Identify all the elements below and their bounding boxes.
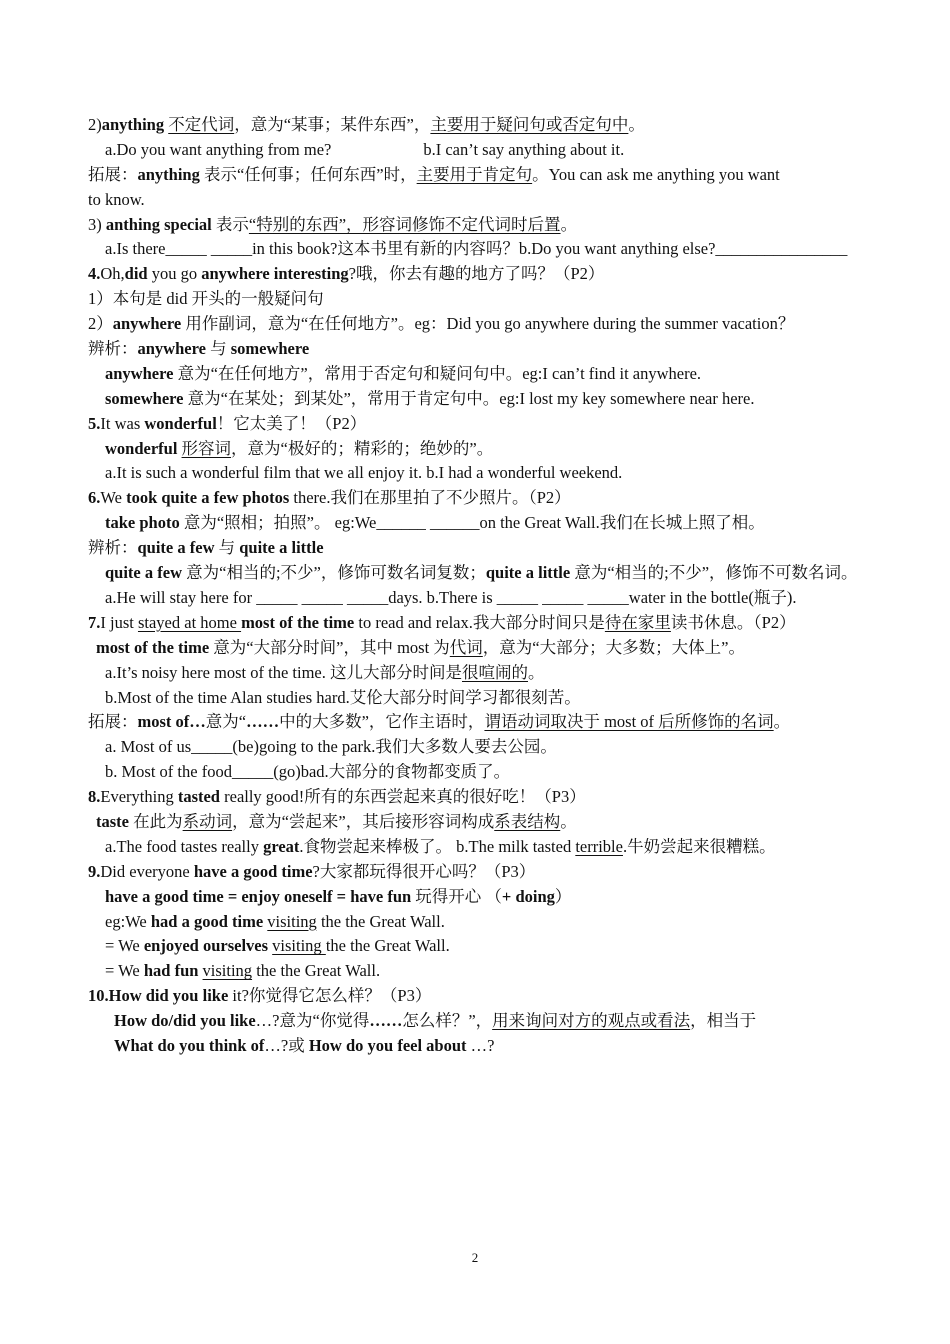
- text-span: I just: [100, 612, 138, 632]
- text-span: .食物尝起来棒极了。 b.The milk tasted: [299, 836, 576, 856]
- text-line: [88, 461, 876, 486]
- text-span: .牛奶尝起来很糟糕。: [622, 836, 776, 856]
- text-span: ！它太美了！（P2）: [216, 413, 367, 433]
- bold-text: most of the time: [96, 637, 210, 657]
- text-span: 中的大多数”，它作主语时，: [279, 712, 485, 732]
- text-span: a.It’s noisy here most of the time. 这儿大部分时间是: [105, 662, 462, 682]
- text-span: 玩得开心 （: [411, 886, 502, 906]
- text-line: [88, 287, 876, 312]
- text-span: really good!所有的东西尝起来真的很好吃！（P3）: [220, 787, 586, 807]
- text-span: 1）本句是 did 开头的一般疑问句: [88, 289, 324, 309]
- underlined-text: 系动词: [182, 812, 233, 832]
- text-span: b.I can’t say anything about it.: [423, 139, 625, 159]
- text-span: 。You can ask me anything you want: [532, 164, 780, 184]
- text-span: ，意为“大部分；大多数；大体上”。: [482, 637, 745, 657]
- text-line: [88, 163, 876, 188]
- text-span: …?意为“你觉得: [255, 1011, 370, 1031]
- text-line: [88, 686, 876, 711]
- underlined-text: 主要用于肯定句: [416, 164, 533, 184]
- text-span: a. Most of us_____(be)going to the park.我们大多数人要去公园。: [105, 737, 557, 757]
- text-line: [88, 760, 876, 785]
- text-span: b. Most of the food_____(go)bad.大部分的食物都变质了。: [105, 762, 511, 782]
- text-span: 。: [560, 214, 578, 234]
- text-line: [88, 387, 876, 412]
- underlined-text: 谓语动词取决于 most of 后所修饰的名词: [484, 712, 774, 732]
- text-span: ）: [554, 886, 572, 906]
- bold-text: tasted: [177, 787, 220, 807]
- underlined-text: 用来询问对方的观点或看法: [492, 1011, 691, 1031]
- text-span: 。: [528, 662, 545, 682]
- text-span: a.The food tastes really: [105, 836, 264, 856]
- text-span: Did everyone: [100, 861, 194, 881]
- bold-text: had a good time: [150, 911, 264, 931]
- text-line: [88, 735, 876, 760]
- text-span: 3): [88, 214, 106, 234]
- text-span: 怎么样？”，: [402, 1011, 493, 1031]
- bold-text: quite a little: [485, 563, 571, 583]
- text-line: [88, 785, 876, 810]
- text-span: b.Most of the time Alan studies hard.艾伦大部分时间学习都很刻苦。: [105, 687, 581, 707]
- text-span: 辨析：: [88, 339, 138, 359]
- text-line: [88, 536, 876, 561]
- text-span: 。: [628, 115, 645, 134]
- text-span: 表示“任何事；任何东西”时，: [199, 164, 417, 184]
- bold-text: had fun: [143, 961, 199, 981]
- text-span: It was: [100, 413, 145, 433]
- text-line: [88, 437, 876, 462]
- text-line: [88, 810, 876, 835]
- text-line: [88, 113, 876, 138]
- text-line: [88, 1034, 876, 1059]
- text-span: ，意为“极好的；精彩的；绝妙的”。: [231, 438, 494, 458]
- text-span: ?大家都玩得很开心吗？（P3）: [312, 861, 536, 881]
- underlined-text: visiting: [272, 936, 326, 956]
- bold-text: quite a few: [105, 563, 182, 583]
- text-line: [88, 586, 876, 611]
- text-span: there.我们在那里拍了不少照片。（P2）: [289, 488, 571, 508]
- text-span: a.It is such a wonderful film that we all enjoy it. b.I had a wonderful weekend.: [105, 463, 623, 483]
- bold-text: How do you feel about: [308, 1036, 467, 1056]
- underlined-text: 待在家里: [604, 612, 671, 632]
- text-span: 与: [214, 538, 240, 558]
- bold-text: somewhere: [230, 339, 310, 359]
- bold-text: take photo: [105, 513, 180, 533]
- text-span: 2）: [88, 314, 113, 334]
- bold-text: 6.: [88, 488, 101, 508]
- underlined-text: 主要用于疑问句或否定句中: [430, 115, 629, 134]
- text-span: 在此为: [128, 812, 183, 832]
- bold-text: wonderful: [144, 413, 217, 433]
- document-body: [88, 113, 876, 1059]
- page-number: 2: [471, 1250, 479, 1265]
- bold-text: 4.: [88, 264, 101, 284]
- text-line: [88, 1009, 876, 1034]
- underlined-text: 代词: [449, 637, 483, 657]
- text-line: [88, 611, 876, 636]
- text-span: Everything: [100, 787, 178, 807]
- text-span: 辨析：: [88, 538, 138, 558]
- text-span: the the Great Wall.: [325, 936, 450, 956]
- bold-text: anthing special: [105, 214, 212, 234]
- bold-text: most of the time: [241, 612, 355, 632]
- text-line: [88, 412, 876, 437]
- bold-text: did: [124, 264, 148, 284]
- underlined-text: terrible: [575, 836, 623, 856]
- text-span: 。: [773, 712, 791, 732]
- underlined-text: 很喧闹的: [462, 662, 528, 682]
- bold-text: great: [263, 836, 300, 856]
- bold-text: ……: [246, 712, 280, 732]
- text-span: 意为“在某处；到某处”，常用于肯定句中。eg:I lost my key somewhere near here.: [183, 388, 755, 408]
- underlined-text: 形容词: [181, 438, 232, 458]
- text-line: [88, 262, 876, 287]
- text-span: Oh,: [100, 264, 125, 284]
- text-line: [88, 636, 876, 661]
- text-span: ，意为“某事；某件东西”，: [234, 115, 431, 134]
- bold-text: have a good time = enjoy oneself = have fun: [105, 886, 412, 906]
- bold-text: took quite a few photos: [126, 488, 290, 508]
- text-line: [88, 910, 876, 935]
- bold-text: anywhere interesting: [201, 264, 349, 284]
- text-span: 意为“大部分时间”，其中 most 为: [209, 637, 450, 657]
- underlined-text: stayed at home: [137, 612, 242, 632]
- underlined-text: “特别的东西”，形容词修饰不定代词时后置: [248, 214, 561, 234]
- text-line: [88, 486, 876, 511]
- text-span: eg:We: [105, 911, 151, 931]
- text-span: 意为“照相；拍照”。 eg:We______ ______on the Great Wall.我们在长城上照了相。: [179, 513, 765, 533]
- text-line: [88, 213, 876, 238]
- text-line: [88, 511, 876, 536]
- text-span: to know.: [88, 189, 145, 209]
- bold-text: How do/did you like: [114, 1011, 256, 1031]
- text-line: [88, 860, 876, 885]
- text-span: the the Great Wall.: [316, 911, 445, 931]
- bold-text: 10.How did you like: [88, 986, 229, 1006]
- bold-text: anything: [101, 115, 165, 134]
- text-span: 与: [205, 339, 231, 359]
- text-span: a.Do you want anything from me?: [105, 139, 332, 159]
- text-span: …?: [466, 1036, 495, 1056]
- text-span: 读书休息。（P2）: [670, 612, 796, 632]
- bold-text: 5.: [88, 413, 101, 433]
- text-span: ，意为“尝起来”，其后接形容词构成: [232, 812, 495, 832]
- bold-text: anywhere: [137, 339, 206, 359]
- text-line: [88, 885, 876, 910]
- bold-text: anywhere: [105, 363, 174, 383]
- bold-text: 8.: [88, 787, 101, 807]
- text-span: it?你觉得它怎么样？（P3）: [228, 986, 432, 1006]
- bold-text: enjoyed ourselves: [143, 936, 269, 956]
- text-line: [88, 312, 876, 337]
- text-span: to read and relax.我大部分时间只是: [354, 612, 605, 632]
- text-line: [88, 188, 876, 213]
- text-span: = We: [105, 936, 144, 956]
- text-span: 意为“相当的;不少”，修饰可数名词复数；: [182, 563, 486, 583]
- underlined-text: 不定代词: [168, 115, 235, 134]
- bold-text: taste: [96, 812, 129, 832]
- bold-text: most of…: [137, 712, 206, 732]
- bold-text: 9.: [88, 861, 101, 881]
- text-line: [88, 934, 876, 959]
- text-span: a.Is there_____ _____in this book?这本书里有新的内容吗？b.Do you want anything else?________________: [105, 239, 848, 259]
- text-span: ，相当于: [690, 1011, 757, 1031]
- bold-text: What do you think of: [114, 1036, 265, 1056]
- text-line: [88, 835, 876, 860]
- text-span: a.He will stay here for _____ _____ _____days. b.There is _____ _____ _____water in the bottle(瓶子).: [105, 587, 797, 607]
- underlined-text: visiting: [202, 961, 253, 981]
- bold-text: + doing: [501, 886, 555, 906]
- text-span: 2): [88, 115, 102, 134]
- text-span: 表示: [211, 214, 249, 234]
- text-line: [88, 561, 876, 586]
- text-line: [88, 237, 876, 262]
- text-span: 意为“: [205, 712, 247, 732]
- bold-text: 7.: [88, 612, 101, 632]
- text-line: [88, 661, 876, 686]
- text-span: 用作副词，意为“在任何地方”。eg：Did you go anywhere during the summer vacation？: [181, 314, 795, 334]
- bold-text: quite a little: [239, 538, 324, 558]
- bold-text: quite a few: [137, 538, 215, 558]
- bold-text: somewhere: [105, 388, 184, 408]
- underlined-text: 系表结构: [494, 812, 561, 832]
- text-span: = We: [105, 961, 144, 981]
- text-span: …?或: [264, 1036, 309, 1056]
- text-line: [88, 138, 876, 163]
- bold-text: anywhere: [112, 314, 182, 334]
- bold-text: wonderful: [105, 438, 178, 458]
- text-span: the the Great Wall.: [252, 961, 381, 981]
- text-span: 拓展：: [88, 164, 138, 184]
- bold-text: ……: [369, 1011, 403, 1031]
- text-line: [88, 959, 876, 984]
- text-span: 意为“相当的;不少”，修饰不可数名词。: [570, 563, 858, 583]
- text-line: [88, 337, 876, 362]
- text-line: [88, 984, 876, 1009]
- text-span: We: [100, 488, 127, 508]
- text-span: 。: [560, 812, 577, 832]
- bold-text: anything: [137, 164, 200, 184]
- text-span: 拓展：: [88, 712, 138, 732]
- text-span: 意为“在任何地方”，常用于否定句和疑问句中。eg:I can’t find it anywhere.: [173, 363, 702, 383]
- text-span: you go: [147, 264, 202, 284]
- bold-text: have a good time: [193, 861, 313, 881]
- text-line: [88, 362, 876, 387]
- text-line: [88, 710, 876, 735]
- text-span: ?哦，你去有趣的地方了吗？（P2）: [348, 264, 605, 284]
- underlined-text: visiting: [267, 911, 317, 931]
